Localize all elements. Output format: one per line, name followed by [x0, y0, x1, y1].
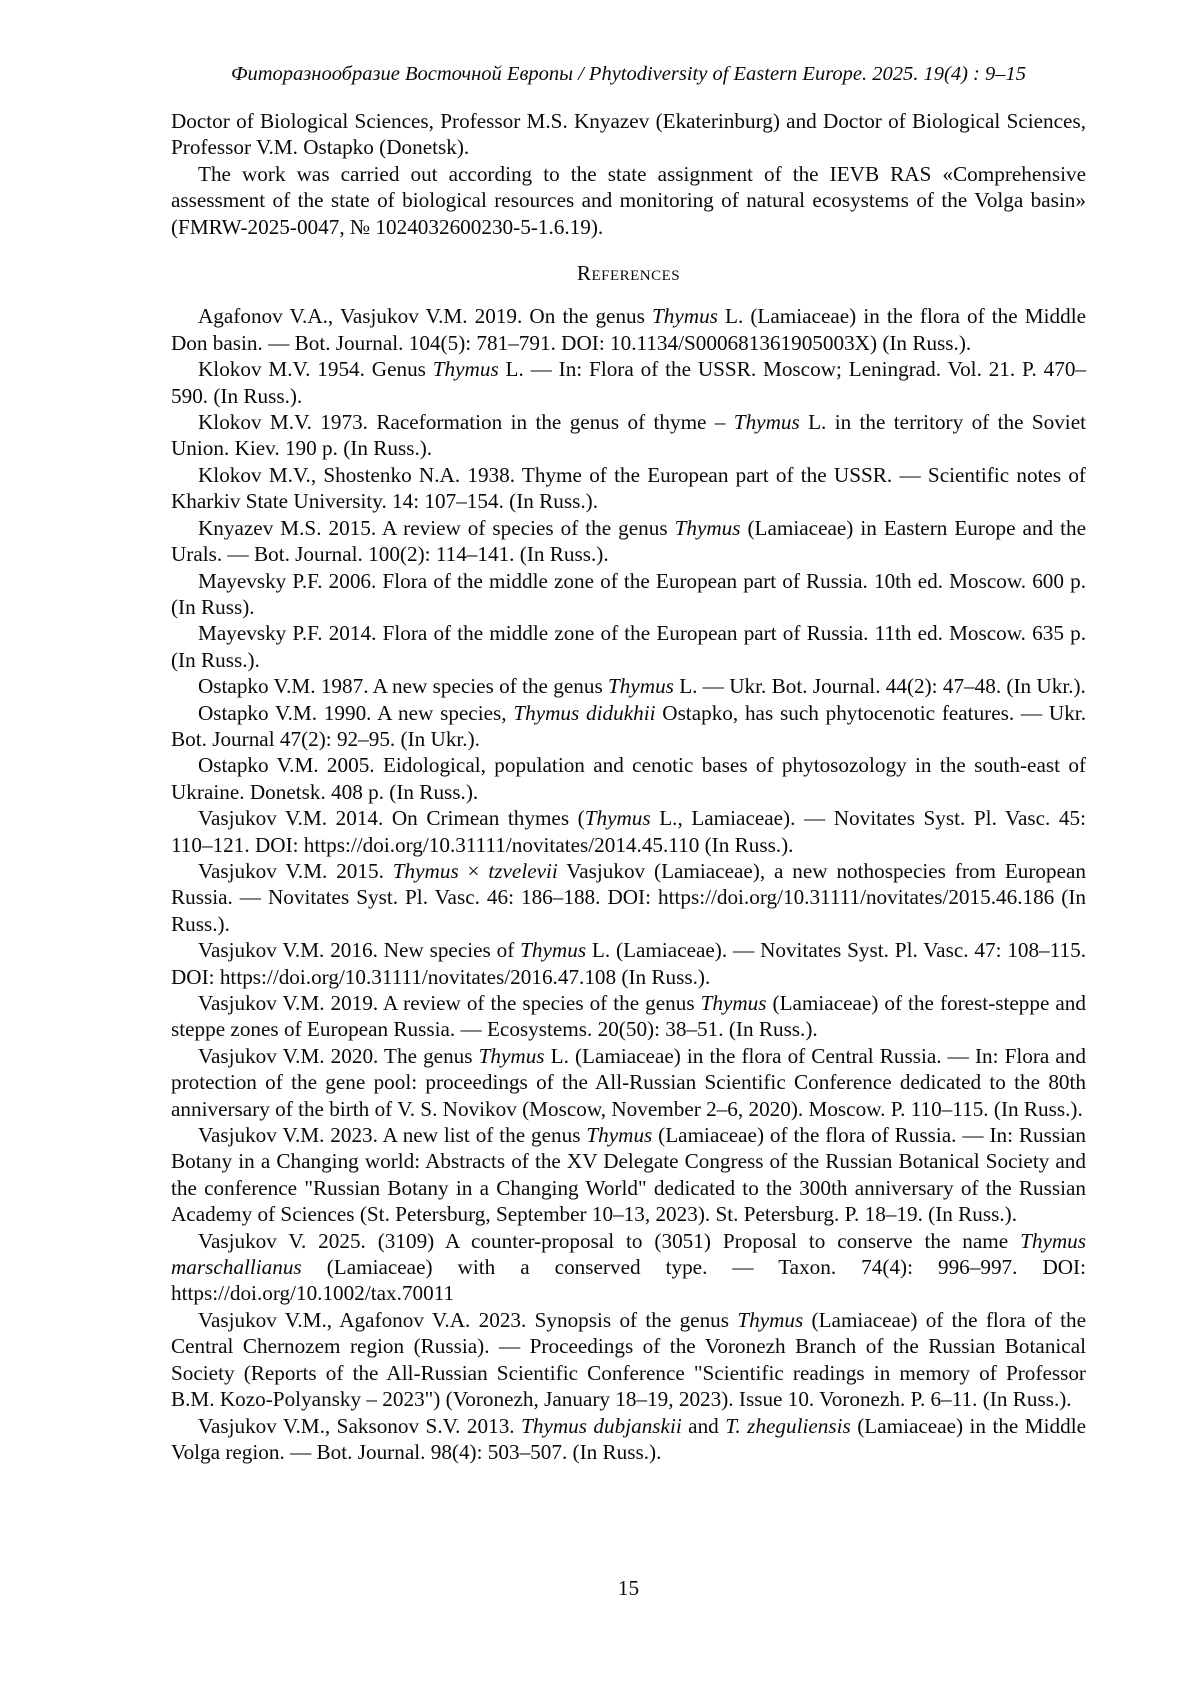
taxon-name-italic: Thymus marschallianus: [171, 1228, 1086, 1280]
reference-item: [171, 858, 1086, 937]
text-run: Klokov M.V. 1973. Raceformation in the genus of thyme –: [198, 410, 734, 435]
taxon-name-italic: Thymus: [586, 1123, 653, 1148]
text-run: Agafonov V.A., Vasjukov V.M. 2019. On the genus: [198, 304, 652, 329]
reference-item: [171, 568, 1086, 621]
text-run: (Lamiaceae) in the Middle Volga region. — Bot. Journal. 98(4): 503–507. (In Russ.).: [171, 1413, 1086, 1464]
text-run: Klokov M.V. 1954. Genus: [198, 357, 433, 382]
text-run: Mayevsky P.F. 2014. Flora of the middle zone of the European part of Russia. 11th ed. Moscow. 635 p. (In Russ.).: [171, 621, 1086, 672]
text-run: (Lamiaceae) with a conserved type. — Taxon. 74(4): 996–997. DOI: https://doi.org/10.1002/tax.70011: [171, 1255, 1086, 1306]
text-run: L. (Lamiaceae). — Novitates Syst. Pl. Vasc. 47: 108–115. DOI: https://doi.org/10.31111/novitates/2016.47.108 (In Russ.).: [171, 938, 1086, 989]
taxon-name-italic: tzvelevii: [488, 858, 558, 883]
reference-item: [171, 805, 1086, 858]
text-run: (Lamiaceae) of the flora of the Central Chernozem region (Russia). — Proceedings of the Voronezh Branch of the Russian Botanical Society (Reports of the All-Russian Scientific Conference "Scientific readings in memory of Professor B.M. Kozo-Polyansky – 2023") (Voronezh, January 18–19, 2023). Issue 10. Voronezh. P. 6–11. (In Russ.).: [171, 1307, 1086, 1412]
reference-item: [171, 303, 1086, 356]
document-page: [171, 0, 1086, 1465]
text-run: Vasjukov V.M. 2020. The genus: [198, 1043, 479, 1068]
taxon-name-italic: Thymus: [737, 1307, 804, 1332]
text-run: Vasjukov V.M. 2023. A new list of the genus: [198, 1123, 587, 1148]
taxon-name-italic: Thymus dubjanskii: [521, 1413, 682, 1438]
reference-item: [171, 356, 1086, 409]
text-run: Vasjukov V.M. 2015.: [198, 858, 393, 883]
text-run: L. in the territory of the Soviet Union. Kiev. 190 p. (In Russ.).: [171, 410, 1086, 461]
text-run: L. (Lamiaceae) in the flora of Central Russia. — In: Flora and protection of the gene pool: proceedings of the All-Russian Scientific Conference dedicated to the 80th anniversary of the birth of V. S. Novikov (Moscow, November 2–6, 2020). Moscow. P. 110–115. (In Russ.).: [171, 1043, 1086, 1121]
text-run: and: [681, 1413, 726, 1438]
reference-item: [171, 1122, 1086, 1228]
taxon-name-italic: Thymus: [520, 938, 587, 963]
references-list: [171, 303, 1086, 1465]
reference-item: [171, 1228, 1086, 1307]
text-run: Doctor of Biological Sciences, Professor M.S. Knyazev (Ekaterinburg) and Doctor of Biological Sciences, Professor V.M. Ostapko (Donetsk).: [171, 109, 1086, 160]
reference-item: [171, 1307, 1086, 1413]
taxon-name-italic: Thymus: [733, 410, 800, 435]
text-run: Vasjukov V.M. 2019. A review of the species of the genus: [198, 991, 701, 1015]
text-run: L. (Lamiaceae) in the flora of the Middle Don basin. — Bot. Journal. 104(5): 781–791. DOI: 10.1134/S000681361905003X) (In Russ.).: [171, 304, 1086, 355]
taxon-name-italic: Thymus didukhii: [513, 700, 656, 725]
reference-item: [171, 990, 1086, 1043]
text-run: Vasjukov V.M. 2014. On Crimean thymes (: [198, 806, 585, 831]
text-run: Vasjukov V. 2025. (3109) A counter-proposal to (3051) Proposal to conserve the name: [198, 1228, 1021, 1253]
text-run: Mayevsky P.F. 2006. Flora of the middle zone of the European part of Russia. 10th ed. Moscow. 600 p. (In Russ).: [171, 568, 1086, 619]
taxon-name-italic: Thymus: [392, 858, 459, 883]
reference-item: [171, 515, 1086, 568]
text-run: Vasjukov V.M., Saksonov S.V. 2013.: [198, 1413, 522, 1438]
text-run: (Lamiaceae) of the forest-steppe and steppe zones of European Russia. — Ecosystems. 20(50): 38–51. (In Russ.).: [171, 991, 1086, 1042]
text-run: The work was carried out according to the state assignment of the IEVB RAS «Comprehensive assessment of the state of biological resources and monitoring of natural ecosystems of the Volga basin» (FMRW-2025-0047, № 1024032600230-5-1.6.19).: [171, 161, 1086, 239]
text-run: Vasjukov (Lamiaceae), a new nothospecies from European Russia. — Novitates Syst. Pl. Vasc. 46: 186–188. DOI: https://doi.org/10.31111/novitates/2015.46.186 (In Russ.).: [171, 858, 1087, 936]
taxon-name-italic: T. zheguliensis: [725, 1413, 851, 1438]
text-run: ×: [458, 858, 489, 883]
reference-item: [171, 1043, 1086, 1122]
intro-paragraph: [171, 108, 1086, 161]
taxon-name-italic: Thymus: [651, 304, 718, 329]
taxon-name-italic: Thymus: [432, 357, 499, 382]
text-run: Ostapko V.M. 2005. Eidological, population and cenotic bases of phytosozology in the south-east of Ukraine. Donetsk. 408 p. (In Russ.).: [171, 753, 1086, 804]
text-run: L. — Ukr. Bot. Journal. 44(2): 47–48. (In Ukr.).: [673, 674, 1086, 699]
page-number: 15: [617, 1576, 640, 1600]
reference-item: [171, 937, 1086, 990]
text-run: Ostapko, has such phytocenotic features. — Ukr. Bot. Journal 47(2): 92–95. (In Ukr.).: [171, 700, 1086, 751]
text-run: Ostapko V.M. 1990. A new species,: [198, 700, 514, 725]
references-heading: References: [576, 261, 681, 286]
text-run: Klokov M.V., Shostenko N.A. 1938. Thyme of the European part of the USSR. — Scientific notes of Kharkiv State University. 14: 107–154. (In Russ.).: [171, 462, 1086, 514]
text-run: Vasjukov V.M., Agafonov V.A. 2023. Synopsis of the genus: [198, 1307, 738, 1332]
taxon-name-italic: Thymus: [478, 1043, 545, 1068]
text-run: Ostapko V.M. 1987. A new species of the genus: [198, 674, 608, 699]
text-run: (Lamiaceae) in Eastern Europe and the Urals. — Bot. Journal. 100(2): 114–141. (In Russ.).: [171, 515, 1087, 567]
text-run: (Lamiaceae) of the flora of Russia. — In: Russian Botany in a Changing world: Abstracts of the XV Delegate Congress of the Russian Botanical Society and the conference "Russian Botany in a Changing World" dedicated to the 300th anniversary of the Russian Academy of Sciences (St. Petersburg, September 10–13, 2023). St. Petersburg. P. 18–19. (In Russ.).: [171, 1123, 1086, 1227]
taxon-name-italic: Thymus: [584, 806, 651, 831]
text-run: L., Lamiaceae). — Novitates Syst. Pl. Vasc. 45: 110–121. DOI: https://doi.org/10.31111/novitates/2014.45.110 (In Russ.).: [171, 806, 1087, 857]
reference-item: [171, 1413, 1086, 1466]
reference-item: [171, 700, 1086, 753]
reference-item: [171, 620, 1086, 673]
reference-item: [171, 409, 1086, 462]
reference-item: [171, 673, 1086, 699]
reference-item: [171, 462, 1086, 515]
intro-paragraphs: [171, 108, 1086, 240]
reference-item: [171, 752, 1086, 805]
journal-running-header: Фиторазнообразие Восточной Европы / Phytodiversity of Eastern Europe. 2025. 19(4) : 9–15: [230, 63, 1026, 85]
text-run: L. — In: Flora of the USSR. Moscow; Leningrad. Vol. 21. P. 470–590. (In Russ.).: [171, 357, 1087, 408]
taxon-name-italic: Thymus: [608, 674, 674, 699]
intro-paragraph: [171, 161, 1086, 240]
taxon-name-italic: Thymus: [700, 991, 767, 1015]
text-run: Vasjukov V.M. 2016. New species of: [198, 938, 521, 963]
taxon-name-italic: Thymus: [674, 515, 741, 540]
text-run: Knyazev M.S. 2015. A review of species of the genus: [198, 515, 675, 540]
